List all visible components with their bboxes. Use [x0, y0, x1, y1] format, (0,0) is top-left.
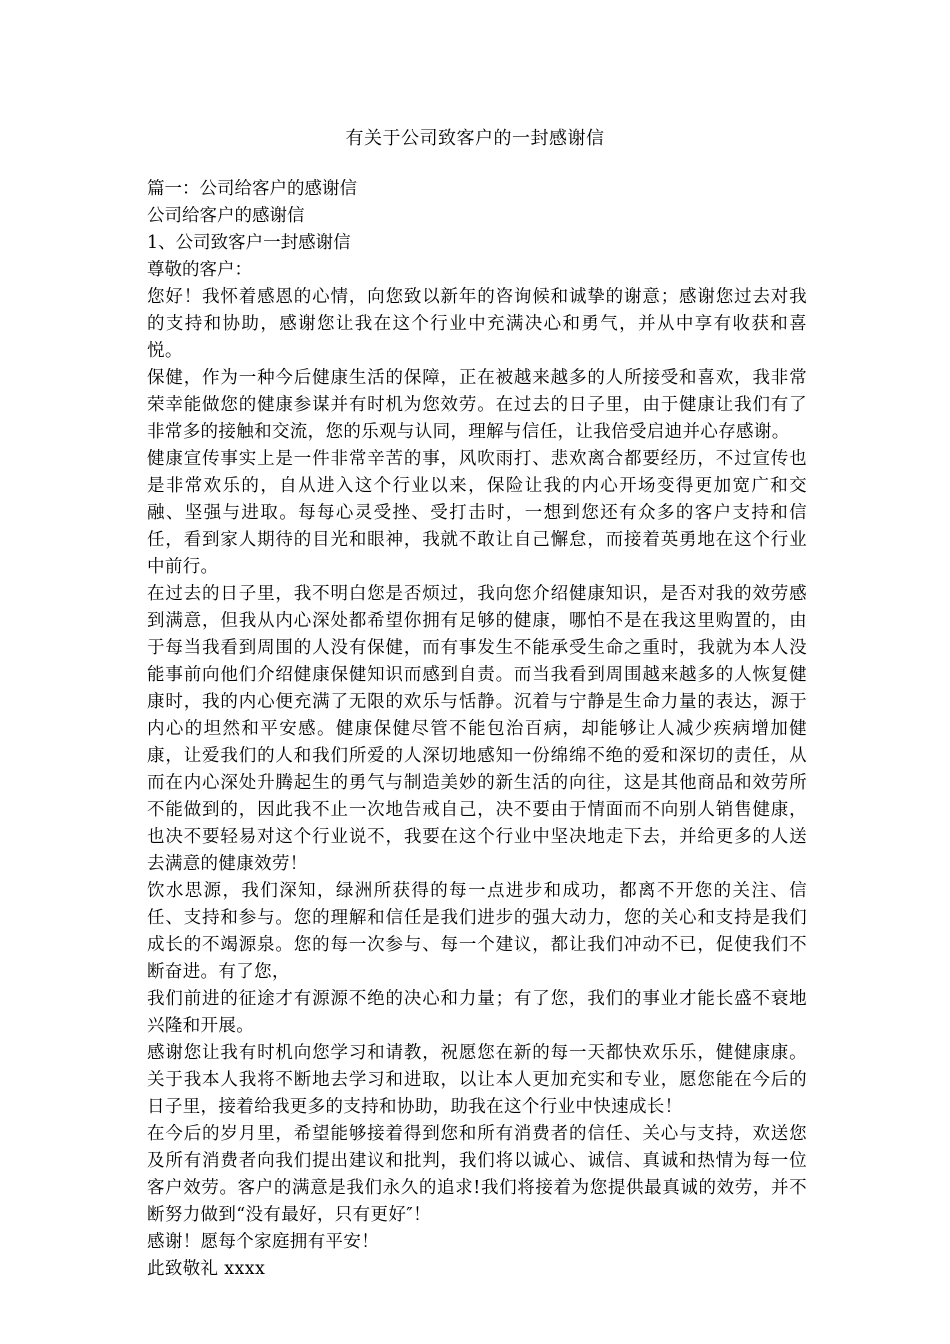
- paragraph: 饮水思源，我们深知，绿洲所获得的每一点进步和成功，都离不开您的关注、信任、支持和参与。您的理解和信任是我们进步的强大动力，您的关心和支持是我们成长的不竭源泉。您的每一次参与、每一个建议，都让我们冲动不已，促使我们不断奋进。有了您，: [147, 881, 807, 982]
- letter-heading: 公司给客户的感谢信: [147, 206, 305, 226]
- paragraph: 您好！我怀着感恩的心情，向您致以新年的咨询候和诚挚的谢意；感谢您过去对我的支持和协助，感谢您让我在这个行业中充满决心和勇气，并从中享有收获和喜悦。: [147, 287, 807, 361]
- section-heading: 篇一：公司给客户的感谢信: [147, 179, 357, 199]
- paragraph: 保健，作为一种今后健康生活的保障，正在被越来越多的人所接受和喜欢，我非常荣幸能做您的健康参谋并有时机为您效劳。在过去的日子里，由于健康让我们有了非常多的接触和交流，您的乐观与认同，理解与信任，让我倍受启迪并心存感谢。: [147, 368, 807, 442]
- letter-subheading: 1、公司致客户一封感谢信: [147, 233, 351, 253]
- document-body: [147, 176, 807, 1283]
- document-title: 有关于公司致客户的一封感谢信: [345, 128, 605, 149]
- paragraph: 健康宣传事实上是一件非常辛苦的事，风吹雨打、悲欢离合都要经历，不过宣传也是非常欢乐的，自从进入这个行业以来，保险让我的内心开场变得更加宽广和交融、坚强与进取。每每心灵受挫、受打击时，一想到您还有众多的客户支持和信任，看到家人期待的目光和眼神，我就不敢让自己懈怠，而接着英勇地在这个行业中前行。: [147, 449, 807, 577]
- paragraph: 感谢您让我有时机向您学习和请教，祝愿您在新的每一天都快欢乐乐，健健康康。关于我本人我将不断地去学习和进取，以让本人更加充实和专业，愿您能在今后的日子里，接着给我更多的支持和协助，助我在这个行业中快速成长！: [147, 1043, 807, 1117]
- signature-line: 此致敬礼 xxxx: [147, 1259, 266, 1279]
- paragraph: 我们前进的征途才有源源不绝的决心和力量；有了您，我们的事业才能长盛不衰地兴隆和开展。: [147, 989, 807, 1036]
- salutation: 尊敬的客户：: [147, 260, 252, 280]
- paragraph: 在过去的日子里，我不明白您是否烦过，我向您介绍健康知识，是否对我的效劳感到满意，但我从内心深处都希望你拥有足够的健康，哪怕不是在我这里购置的，由于每当我看到周围的人没有保健，而有事发生不能承受生命之重时，我就为本人没能事前向他们介绍健康保健知识而感到自责。而当我看到周围越来越多的人恢复健康时，我的内心便充满了无限的欢乐与恬静。沉着与宁静是生命力量的表达，源于内心的坦然和平安感。健康保健尽管不能包治百病，却能够让人减少疾病增加健康，让爱我们的人和我们所爱的人深切地感知一份绵绵不绝的爱和深切的责任，从而在内心深处升腾起生的勇气与制造美妙的新生活的向往，这是其他商品和效劳所不能做到的，因此我不止一次地告戒自己，决不要由于情面而不向别人销售健康，也决不要轻易对这个行业说不，我要在这个行业中坚决地走下去，并给更多的人送去满意的健康效劳！: [147, 584, 807, 874]
- paragraph: 在今后的岁月里，希望能够接着得到您和所有消费者的信任、关心与支持，欢送您及所有消费者向我们提出建议和批判，我们将以诚心、诚信、真诚和热情为每一位客户效劳。客户的满意是我们永久的追求!我们将接着为您提供最真诚的效劳，并不断努力做到“没有最好，只有更好″！: [147, 1124, 807, 1225]
- closing-line: 感谢！愿每个家庭拥有平安！: [147, 1232, 380, 1252]
